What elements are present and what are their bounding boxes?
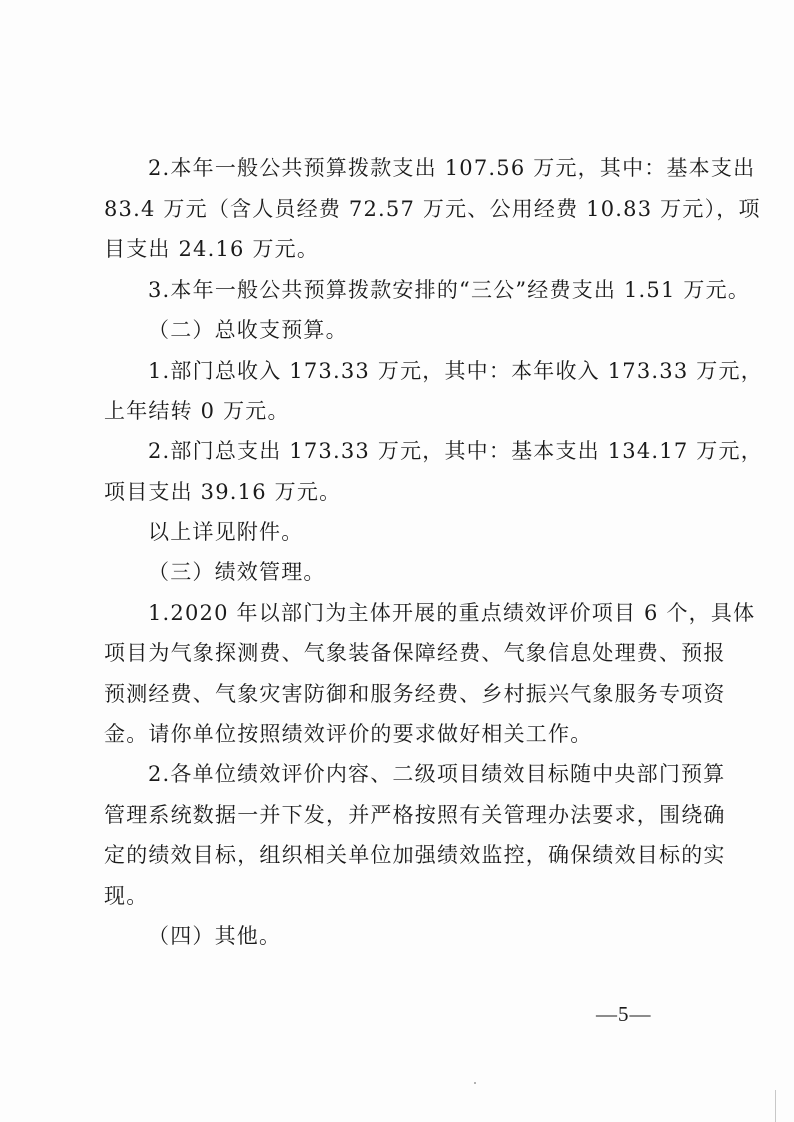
page-number: —5— xyxy=(596,1002,652,1026)
paragraph-line: 项目支出 39.16 万元。 xyxy=(104,480,342,504)
paragraph-line: 目支出 24.16 万元。 xyxy=(104,237,320,261)
section-heading: （四）其他。 xyxy=(148,924,282,948)
paragraph-line: 2.各单位绩效评价内容、二级项目绩效目标随中央部门预算 xyxy=(148,762,726,786)
paragraph-line: 2.本年一般公共预算拨款支出 107.56 万元，其中：基本支出 xyxy=(148,156,756,180)
paragraph-line: 项目为气象探测费、气象装备保障经费、气象信息处理费、预报 xyxy=(104,641,726,665)
paragraph-line: 管理系统数据一并下发，并严格按照有关管理办法要求，围绕确 xyxy=(104,803,726,827)
paragraph-line: 预测经费、气象灾害防御和服务经费、乡村振兴气象服务专项资 xyxy=(104,682,726,706)
section-heading: （二）总收支预算。 xyxy=(148,318,348,342)
scan-speck xyxy=(474,1082,476,1084)
scan-edge-line xyxy=(775,1090,776,1122)
section-heading: （三）绩效管理。 xyxy=(148,560,326,584)
paragraph-line: 定的绩效目标，组织相关单位加强绩效监控，确保绩效目标的实 xyxy=(104,843,726,867)
paragraph-line: 2.部门总支出 173.33 万元，其中：基本支出 134.17 万元， xyxy=(148,439,763,463)
paragraph-line: 金。请你单位按照绩效评价的要求做好相关工作。 xyxy=(104,722,593,746)
paragraph-line: 现。 xyxy=(104,884,149,908)
paragraph-line: 1.部门总收入 173.33 万元，其中：本年收入 173.33 万元， xyxy=(148,359,763,383)
paragraph-line: 以上详见附件。 xyxy=(148,520,304,544)
paragraph-line: 3.本年一般公共预算拨款安排的“三公”经费支出 1.51 万元。 xyxy=(148,278,751,302)
paragraph-line: 上年结转 0 万元。 xyxy=(104,399,290,423)
paragraph-line: 1.2020 年以部门为主体开展的重点绩效评价项目 6 个，具体 xyxy=(148,601,756,625)
paragraph-line: 83.4 万元（含人员经费 72.57 万元、公用经费 10.83 万元），项 xyxy=(104,197,761,221)
